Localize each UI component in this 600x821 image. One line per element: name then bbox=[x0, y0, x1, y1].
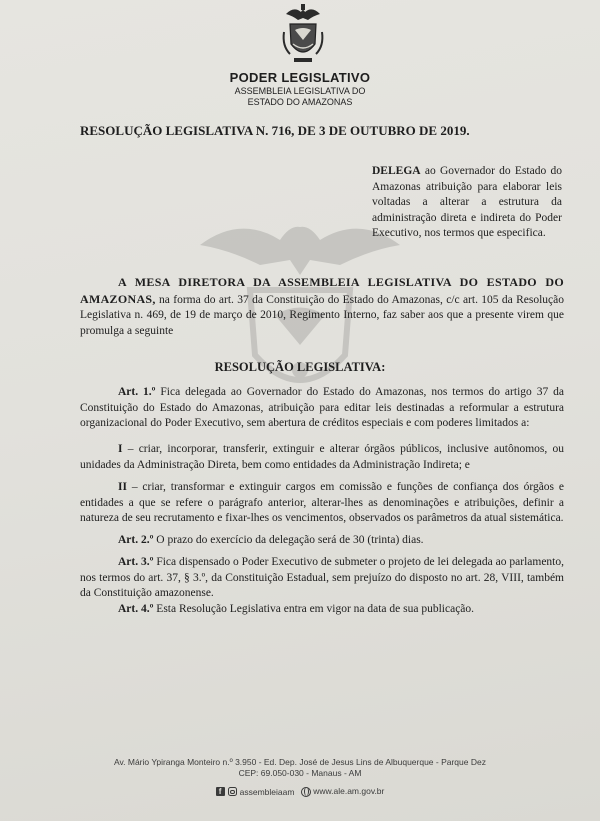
article-text: Esta Resolução Legislativa entra em vigor na data de sua publicação. bbox=[153, 603, 475, 615]
article-text: Fica delegada ao Governador do Estado do Amazonas, nos termos do artigo 37 da Constituição do Estado do Amazonas, atribuição para editar leis destinadas a reformular a estrutura organizacional do Poder Executivo, sem abertura de créditos especiais e com poderes limitados a: bbox=[80, 386, 564, 429]
article-text: Fica dispensado o Poder Executivo de submeter o projeto de lei delegada ao parlamento, nos termos do art. 37, § 3.º, da Constituição Estadual, sem prejuízo do disposto no art. 28, VIII, também da Constituição amazonense. bbox=[80, 556, 564, 599]
ementa-bold: DELEGA bbox=[372, 165, 421, 177]
item-text: – criar, transformar e extinguir cargos em comissão e funções de confiança dos órgãos e entidades a que se refere o parágrafo anterior, alterar-lhes as denominações e atribuições, definir a natureza de seu recrutamento e fixar-lhes os vencimentos, observados os parâmetros da atual sistemática. bbox=[80, 481, 564, 524]
article-label: Art. 4.º bbox=[118, 603, 154, 615]
section-title: RESOLUÇÃO LEGISLATIVA: bbox=[214, 360, 386, 374]
globe-icon bbox=[301, 787, 311, 797]
org-subtitle-line2: ESTADO DO AMAZONAS bbox=[247, 97, 353, 107]
item-text: – criar, incorporar, transferir, extinguir e alterar órgãos públicos, inclusive autônomos, ou unidades da Administração Direta, bem como entidades da Administração Indireta; e bbox=[80, 443, 564, 471]
instagram-icon[interactable] bbox=[228, 787, 237, 796]
resolution-title: RESOLUÇÃO LEGISLATIVA N. 716, DE 3 DE OUTUBRO DE 2019. bbox=[80, 123, 470, 138]
org-title: PODER LEGISLATIVO bbox=[229, 70, 371, 85]
org-subtitle-line1: ASSEMBLEIA LEGISLATIVA DO bbox=[234, 86, 366, 96]
article-text: O prazo do exercício da delegação será de 30 (trinta) dias. bbox=[153, 534, 424, 546]
facebook-icon[interactable]: f bbox=[216, 787, 225, 796]
article-label: Art. 3.º bbox=[118, 556, 154, 568]
social-links bbox=[216, 787, 295, 797]
item-label: II bbox=[118, 481, 127, 493]
article-label: Art. 1.º bbox=[118, 386, 156, 398]
article-1-item-i bbox=[80, 442, 564, 473]
article-3 bbox=[80, 555, 564, 602]
article-4 bbox=[80, 602, 564, 618]
ementa bbox=[372, 164, 562, 242]
ementa-text: ao Governador do Estado do Amazonas atribuição para elaborar leis voltadas a alterar a estrutura da administração direta e indireta do Poder Executivo, nos termos que especifica. bbox=[372, 165, 562, 239]
website-link[interactable]: www.ale.am.gov.br bbox=[313, 786, 385, 796]
preamble-text: na forma do art. 37 da Constituição do Estado do Amazonas, c/c art. 105 da Resolução Legislativa n. 469, de 19 de março de 2010, Regimento Interno, faz saber aos que a presente virem que promulga a seguinte bbox=[80, 293, 564, 337]
footer-address: Av. Mário Ypiranga Monteiro n.º 3.950 - Ed. Dep. José de Jesus Lins de Albuquerque - Parque Dez bbox=[114, 757, 486, 767]
article-1 bbox=[80, 385, 564, 432]
item-label: I bbox=[118, 443, 123, 455]
preamble-bold: A MESA DIRETORA DA ASSEMBLEIA LEGISLATIVA DO ESTADO DO AMAZONAS, bbox=[80, 275, 564, 306]
article-1-item-ii bbox=[80, 480, 564, 527]
article-2 bbox=[80, 533, 564, 549]
footer-cep: CEP: 69.050-030 - Manaus - AM bbox=[238, 768, 362, 778]
footer-contacts bbox=[0, 786, 600, 797]
article-label: Art. 2.º bbox=[118, 534, 154, 546]
coat-of-arms-icon bbox=[280, 2, 326, 66]
preamble bbox=[80, 275, 564, 339]
social-handle[interactable]: assembleiaam bbox=[239, 786, 295, 797]
